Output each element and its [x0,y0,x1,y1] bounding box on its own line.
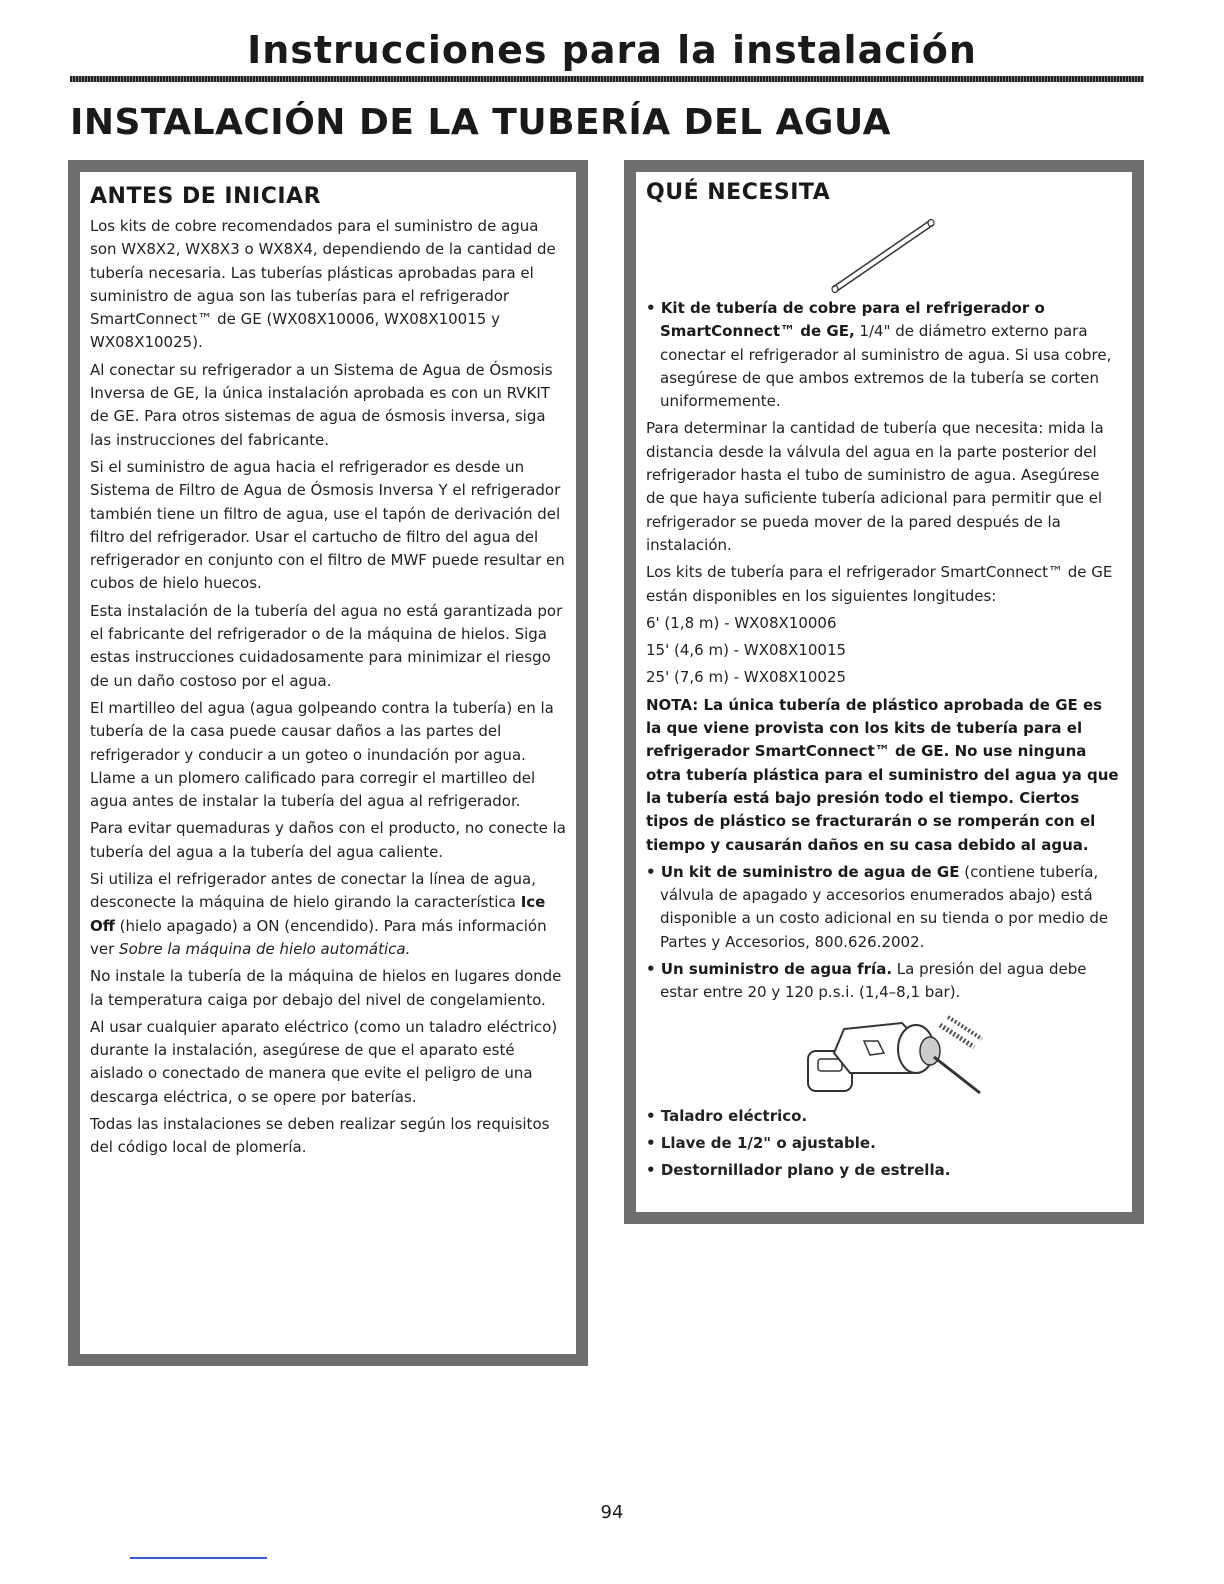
list-item-drill: • Taladro eléctrico. [646,1106,808,1125]
paragraph: Los kits de tubería para el refrigerador SmartConnect™ de GE están disponibles en los siguientes longitudes: [646,563,1113,605]
length-option: 6' (1,8 m) - WX08X10006 [646,613,837,632]
what-you-need-box [624,160,1144,1224]
paragraph: Para evitar quemaduras y daños con el producto, no conecte la tubería del agua a la tubería del agua caliente. [90,819,566,861]
paragraph: No instale la tubería de la máquina de hielos en lugares donde la temperatura caiga por debajo del nivel de congelamiento. [90,967,562,1009]
paragraph: Todas las instalaciones se deben realizar según los requisitos del código local de plomería. [90,1114,550,1157]
list-item-cold-water: • Un suministro de agua fría. La presión del agua debe estar entre 20 y 120 p.s.i. (1,4–8,1 bar). [646,960,1087,1002]
list-item-wrench: • Llave de 1/2" o ajustable. [646,1133,876,1152]
paragraph: Esta instalación de la tubería del agua no está garantizada por el fabricante del refrigerador o de la máquina de hielos. Siga estas instrucciones cuidadosamente para minimizar el riesgo de un daño costoso por el agua. [90,601,563,690]
page-header-title: Instrucciones para la instalación [247,28,977,72]
page-number: 94 [600,1502,624,1523]
list-item-supply-kit: • Un kit de suministro de agua de GE (contiene tubería, válvula de apagado y accesorios enumerados abajo) está disponible a un costo adicional en su tienda o por medio de Partes y Accesorios, 800.626.2002. [646,862,1109,951]
paragraph: El martilleo del agua (agua golpeando contra la tubería) en la tubería de la casa puede causar daños a las partes del refrigerador y conducir a un goteo o inundación por agua. Llame a un plomero calificado para corregir el martilleo del agua antes de instalar la tubería del agua al refrigerador. [90,698,554,811]
length-option: 15' (4,6 m) - WX08X10015 [646,641,847,660]
note-paragraph: NOTA: La única tubería de plástico aprobada de GE es la que viene provista con los kits de tubería para el refrigerador SmartConnect™ de GE. No use ninguna otra tubería plástica para el suministro del agua ya que la tubería está bajo presión todo el tiempo. Ciertos tipos de plástico se fracturarán o se romperán con el tiempo y causarán daños en su casa debido al agua. [646,695,1119,854]
list-item-screwdriver: • Destornillador plano y de estrella. [646,1161,951,1180]
paragraph: Si el suministro de agua hacia el refrigerador es desde un Sistema de Filtro de Agua de Ósmosis Inversa Y el refrigerador también tiene un filtro de agua, use el tapón de derivación del filtro del refrigerador. Usar el cartucho de filtro del agua del refrigerador en conjunto con el filtro de MWF puede resultar en cubos de hielo huecos. [90,457,565,593]
tubing-illustration [646,211,1122,295]
paragraph: Los kits de cobre recomendados para el suministro de agua son WX8X2, WX8X3 o WX8X4, dependiendo de la cantidad de tubería necesaria. Las tuberías plásticas aprobadas para el suministro de agua son las tuberías para el refrigerador SmartConnect™ de GE (WX08X10006, WX08X10015 y WX08X10025). [90,217,556,352]
what-you-need-heading: QUÉ NECESITA [646,180,831,205]
paragraph-ice-off: Si utiliza el refrigerador antes de conectar la línea de agua, desconecte la máquina de hielo girando la característica Ice Off (hielo apagado) a ON (encendido). Para más información ver Sobre la máquina de hielo automática. [90,870,547,958]
list-item-tubing-kit: • Kit de tubería de cobre para el refrigerador o SmartConnect™ de GE, 1/4" de diámetro externo para conectar el refrigerador al suministro de agua. Si usa cobre, asegúrese de que ambos extremos de la tubería se corten uniformemente. [646,299,1112,411]
section-title: INSTALACIÓN DE LA TUBERÍA DEL AGUA [70,102,891,143]
footer-line [130,1557,267,1559]
before-you-begin-heading: ANTES DE INICIAR [90,184,322,209]
header-rule [70,76,1144,82]
before-you-begin-box [68,160,588,1366]
paragraph: Al usar cualquier aparato eléctrico (como un taladro eléctrico) durante la instalación, asegúrese de que el aparato esté aislado o conectado de manera que evite el peligro de una descarga eléctrica, o se opere por baterías. [90,1017,558,1106]
drill-illustration [646,1011,1122,1101]
ice-maker-reference: Sobre la máquina de hielo automática. [119,939,411,958]
paragraph: Al conectar su refrigerador a un Sistema de Agua de Ósmosis Inversa de GE, la única instalación aprobada es con un RVKIT de GE. Para otros sistemas de agua de ósmosis inversa, siga las instrucciones del fabricante. [90,360,553,449]
ice-off-label: Ice Off [90,893,546,935]
length-option: 25' (7,6 m) - WX08X10025 [646,668,847,687]
paragraph: Para determinar la cantidad de tubería que necesita: mida la distancia desde la válvula del agua en la parte posterior del refrigerador hasta el tubo de suministro de agua. Asegúrese de que haya suficiente tubería adicional para permitir que el refrigerador se pueda mover de la pared después de la instalación. [646,419,1104,554]
